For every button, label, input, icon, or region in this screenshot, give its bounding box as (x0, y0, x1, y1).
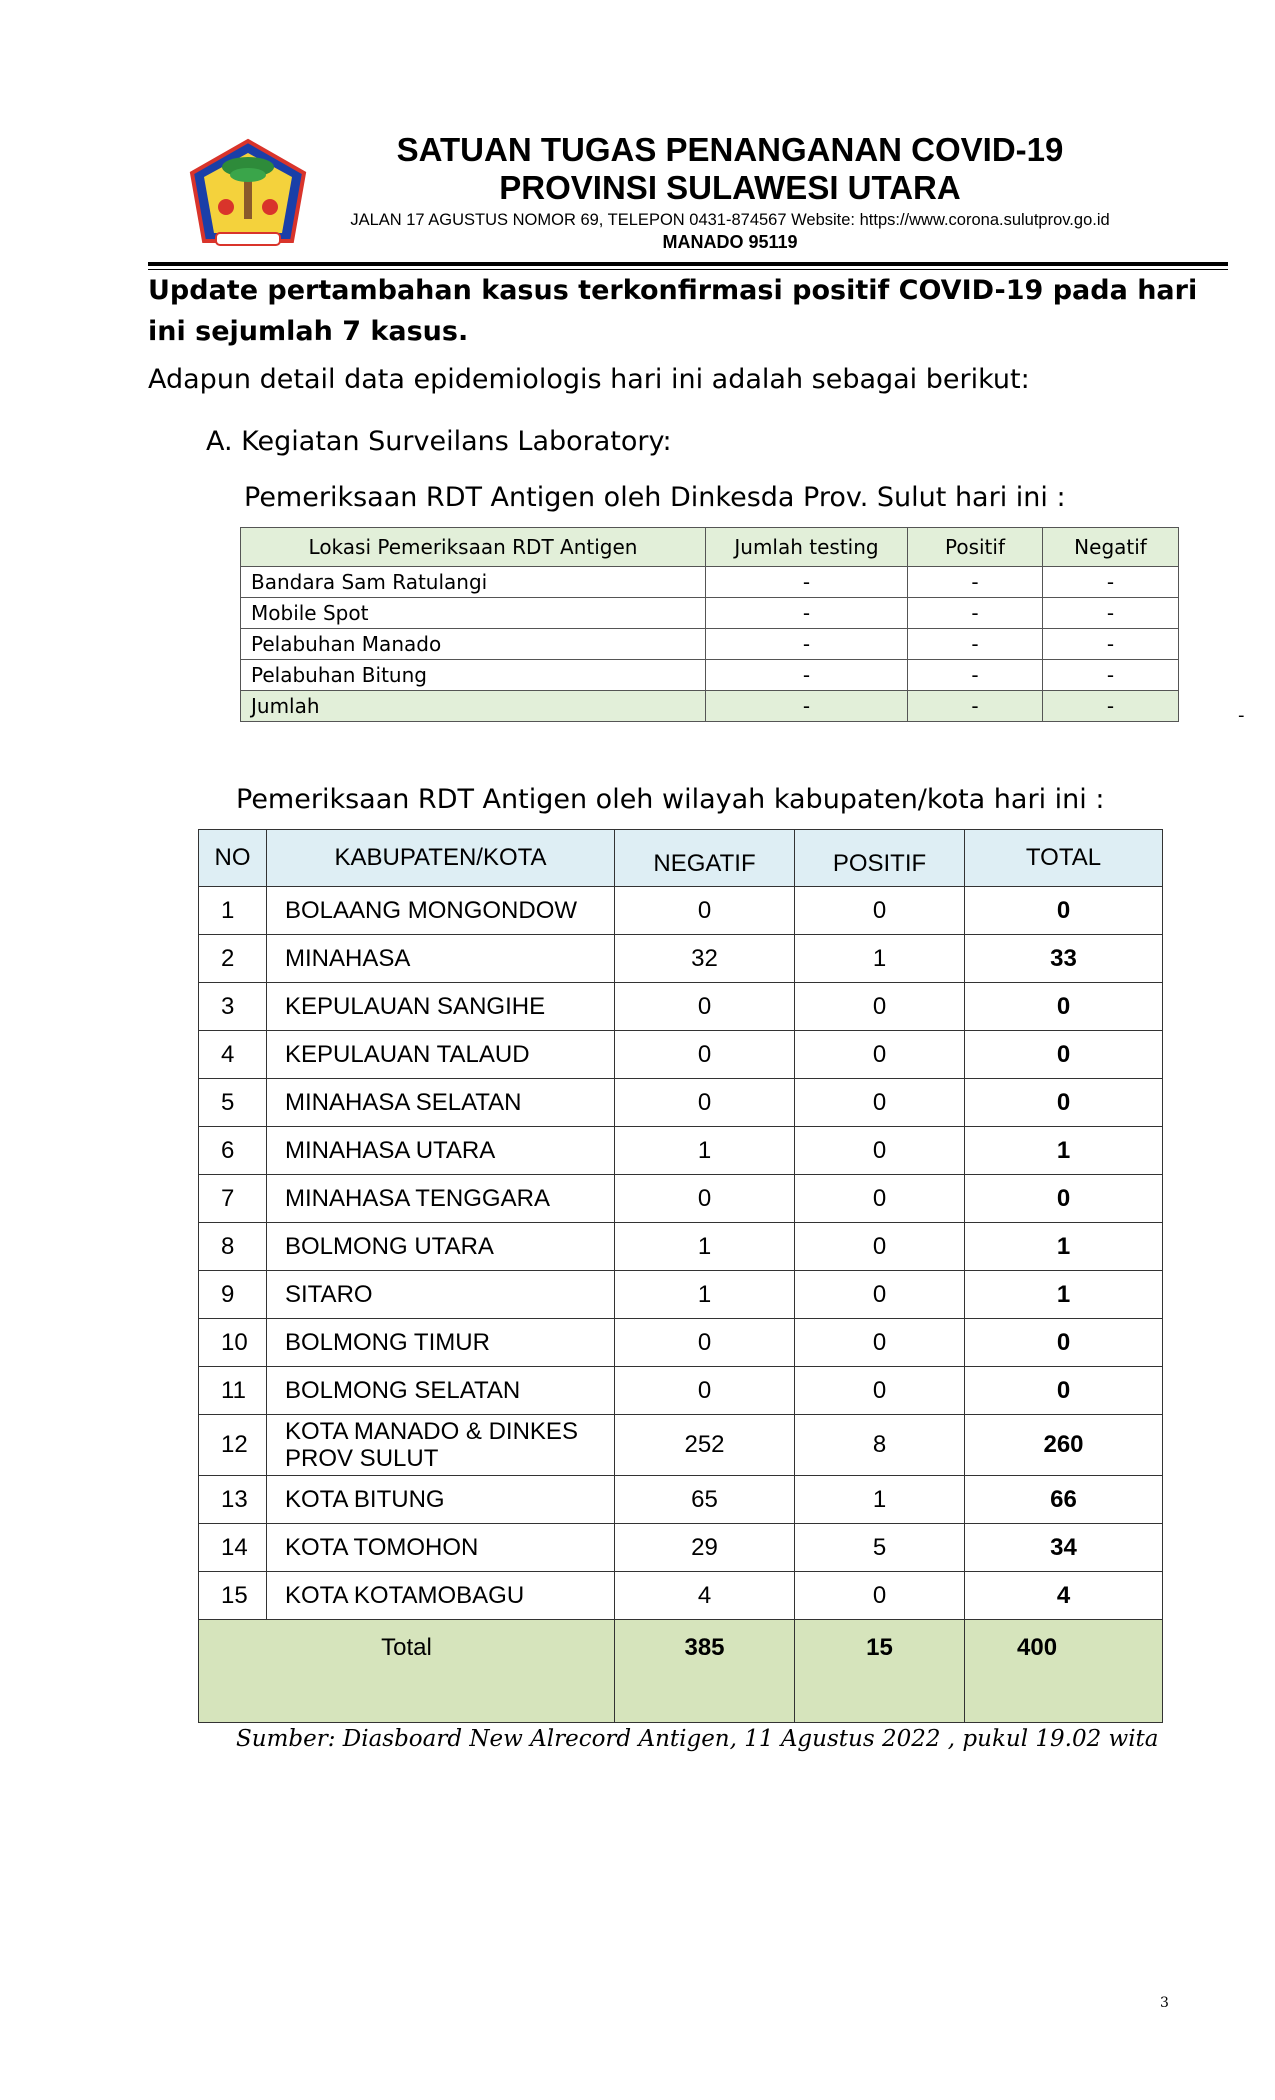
table-row (199, 1175, 1163, 1223)
positif-value: 0 (795, 887, 965, 935)
negatif-value: 0 (615, 1079, 795, 1127)
testing-cell: - (706, 567, 908, 598)
positif-value: 0 (795, 1572, 965, 1620)
page-number: 3 (1160, 1995, 1169, 2011)
positif-value: 1 (795, 935, 965, 983)
column-header-no: NO (199, 830, 267, 887)
kabupaten-name: KOTA BITUNG (267, 1476, 615, 1524)
positif-value: 0 (795, 1271, 965, 1319)
total-value: 0 (965, 1031, 1163, 1079)
total-value: 1 (965, 1223, 1163, 1271)
row-number: 10 (199, 1319, 267, 1367)
total-label: Jumlah (241, 691, 706, 722)
total-label: Total (199, 1620, 615, 1723)
source-note: Sumber: Diasboard New Alrecord Antigen, 11 Agustus 2022 , pukul 19.02 wita (236, 1726, 1159, 1752)
section-a-heading: A. Kegiatan Surveilans Laboratory: (206, 426, 672, 457)
total-positif: - (908, 691, 1043, 722)
table-row (199, 1415, 1163, 1476)
total-value: 0 (965, 887, 1163, 935)
positif-value: 0 (795, 1079, 965, 1127)
negatif-value: 4 (615, 1572, 795, 1620)
total-value: 1 (965, 1127, 1163, 1175)
kabupaten-name: BOLMONG TIMUR (267, 1319, 615, 1367)
column-header-negatif: NEGATIF (615, 830, 795, 887)
positif-cell: - (908, 598, 1043, 629)
header-divider-thick (148, 262, 1228, 266)
row-number: 1 (199, 887, 267, 935)
positif-value: 0 (795, 1223, 965, 1271)
testing-cell: - (706, 629, 908, 660)
negatif-value: 0 (615, 1367, 795, 1415)
row-number: 11 (199, 1367, 267, 1415)
row-number: 5 (199, 1079, 267, 1127)
table-row (199, 1127, 1163, 1175)
table-body (199, 887, 1163, 1620)
kabupaten-name: BOLMONG SELATAN (267, 1367, 615, 1415)
row-number: 2 (199, 935, 267, 983)
row-number: 7 (199, 1175, 267, 1223)
positif-cell: - (908, 629, 1043, 660)
total-value: 0 (965, 1079, 1163, 1127)
positif-value: 0 (795, 983, 965, 1031)
provincial-emblem-icon (186, 137, 310, 251)
negatif-cell: - (1043, 660, 1179, 691)
row-number: 4 (199, 1031, 267, 1079)
negatif-value: 0 (615, 983, 795, 1031)
total-value: 0 (965, 1319, 1163, 1367)
total-value: 260 (965, 1415, 1163, 1476)
table-row (241, 660, 1179, 691)
table-row (199, 1319, 1163, 1367)
negatif-value: 0 (615, 1175, 795, 1223)
table-row (199, 1271, 1163, 1319)
kabupaten-name: BOLAANG MONGONDOW (267, 887, 615, 935)
testing-cell: - (706, 598, 908, 629)
total-value: 1 (965, 1271, 1163, 1319)
kabupaten-name: MINAHASA UTARA (267, 1127, 615, 1175)
negatif-value: 29 (615, 1524, 795, 1572)
location-cell: Pelabuhan Manado (241, 629, 706, 660)
location-cell: Bandara Sam Ratulangi (241, 567, 706, 598)
table-row (199, 887, 1163, 935)
row-number: 12 (199, 1415, 267, 1476)
table-row (199, 1572, 1163, 1620)
testing-cell: - (706, 660, 908, 691)
header-city: MANADO 95119 (662, 232, 798, 252)
total-testing: - (706, 691, 908, 722)
positif-value: 0 (795, 1031, 965, 1079)
negatif-cell: - (1043, 629, 1179, 660)
row-number: 15 (199, 1572, 267, 1620)
kabupaten-name: KEPULAUAN SANGIHE (267, 983, 615, 1031)
header-address: JALAN 17 AGUSTUS NOMOR 69, TELEPON 0431-874567 Website: https://www.corona.sulutprov.go.id (350, 211, 1110, 229)
table-row (199, 1524, 1163, 1572)
column-header-kabupaten: KABUPATEN/KOTA (267, 830, 615, 887)
table-header-row (241, 528, 1179, 567)
table-total-row (241, 691, 1179, 722)
total-value: 66 (965, 1476, 1163, 1524)
positif-value: 8 (795, 1415, 965, 1476)
kabupaten-name: MINAHASA (267, 935, 615, 983)
negatif-value: 1 (615, 1271, 795, 1319)
total-negatif: 385 (615, 1620, 795, 1723)
row-number: 6 (199, 1127, 267, 1175)
negatif-value: 0 (615, 1031, 795, 1079)
kabupaten-name: MINAHASA TENGGARA (267, 1175, 615, 1223)
total-value: 0 (965, 1175, 1163, 1223)
column-header: Negatif (1043, 528, 1179, 567)
table-row (241, 598, 1179, 629)
negatif-value: 32 (615, 935, 795, 983)
total-positif: 15 (795, 1620, 965, 1723)
table-row (199, 1367, 1163, 1415)
kabupaten-name: MINAHASA SELATAN (267, 1079, 615, 1127)
column-header: Jumlah testing (706, 528, 908, 567)
table-row (199, 935, 1163, 983)
row-number: 13 (199, 1476, 267, 1524)
positif-value: 0 (795, 1175, 965, 1223)
column-header-positif: POSITIF (795, 830, 965, 887)
positif-value: 0 (795, 1319, 965, 1367)
rdt-prov-heading: Pemeriksaan RDT Antigen oleh Dinkesda Prov. Sulut hari ini : (244, 482, 1066, 513)
negatif-value: 1 (615, 1127, 795, 1175)
intro-text: Adapun detail data epidemiologis hari ini adalah sebagai berikut: (148, 364, 1030, 395)
negatif-value: 1 (615, 1223, 795, 1271)
total-value: 34 (965, 1524, 1163, 1572)
column-header: Positif (908, 528, 1043, 567)
rdt-kab-heading: Pemeriksaan RDT Antigen oleh wilayah kabupaten/kota hari ini : (236, 784, 1105, 815)
negatif-value: 252 (615, 1415, 795, 1476)
rdt-prov-table (240, 527, 1179, 722)
rdt-kab-table (198, 829, 1163, 1723)
table-row (199, 1476, 1163, 1524)
table-row (199, 1223, 1163, 1271)
table-row (199, 983, 1163, 1031)
row-number: 9 (199, 1271, 267, 1319)
negatif-cell: - (1043, 598, 1179, 629)
positif-value: 5 (795, 1524, 965, 1572)
negatif-value: 0 (615, 887, 795, 935)
table-row (199, 1079, 1163, 1127)
column-header-total: TOTAL (965, 830, 1163, 887)
total-value: 0 (965, 1367, 1163, 1415)
row-number: 8 (199, 1223, 267, 1271)
total-value: 33 (965, 935, 1163, 983)
location-cell: Mobile Spot (241, 598, 706, 629)
total-value: 4 (965, 1572, 1163, 1620)
table-row (241, 567, 1179, 598)
positif-cell: - (908, 567, 1043, 598)
table-total-row (199, 1620, 1163, 1723)
negatif-value: 65 (615, 1476, 795, 1524)
positif-value: 0 (795, 1127, 965, 1175)
table-header-row (199, 830, 1163, 887)
total-value: 0 (965, 983, 1163, 1031)
total-total: 400 (965, 1620, 1163, 1723)
positif-value: 0 (795, 1367, 965, 1415)
kabupaten-name: KOTA KOTAMOBAGU (267, 1572, 615, 1620)
total-negatif: - (1043, 691, 1179, 722)
row-number: 14 (199, 1524, 267, 1572)
kabupaten-name: KOTA MANADO & DINKES PROV SULUT (267, 1415, 615, 1476)
kabupaten-name: KOTA TOMOHON (267, 1524, 615, 1572)
kabupaten-name: BOLMONG UTARA (267, 1223, 615, 1271)
update-announcement: Update pertambahan kasus terkonfirmasi positif COVID-19 pada hari ini sejumlah 7 kasus. (148, 275, 1198, 347)
row-number: 3 (199, 983, 267, 1031)
table-row (241, 629, 1179, 660)
kabupaten-name: SITARO (267, 1271, 615, 1319)
negatif-cell: - (1043, 567, 1179, 598)
table-row (199, 1031, 1163, 1079)
header-title-line2: PROVINSI SULAWESI UTARA (499, 169, 961, 206)
column-header: Lokasi Pemeriksaan RDT Antigen (241, 528, 706, 567)
positif-cell: - (908, 660, 1043, 691)
negatif-value: 0 (615, 1319, 795, 1367)
header-title-line1: SATUAN TUGAS PENANGANAN COVID-19 (396, 131, 1064, 168)
positif-value: 1 (795, 1476, 965, 1524)
kabupaten-name: KEPULAUAN TALAUD (267, 1031, 615, 1079)
location-cell: Pelabuhan Bitung (241, 660, 706, 691)
stray-dash: - (1238, 705, 1245, 726)
